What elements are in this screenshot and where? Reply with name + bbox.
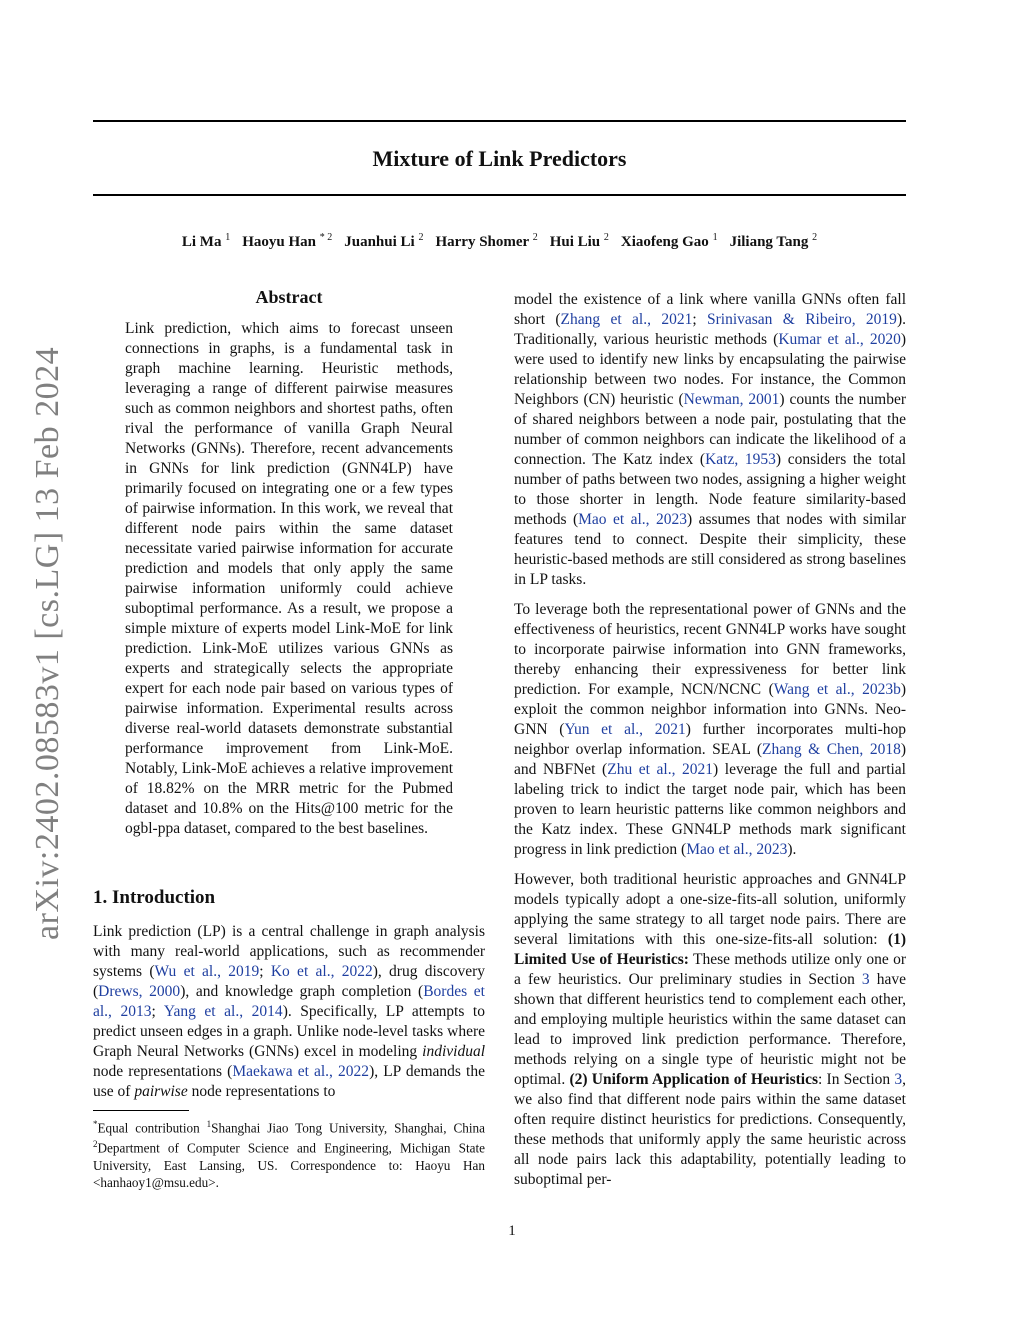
author-name: Juanhui Li $^2$ xyxy=(344,232,424,250)
author-affiliation-mark: 2 xyxy=(603,232,609,243)
author-affiliation-mark: 2 xyxy=(532,232,538,243)
citation-link[interactable]: Yun et al., 2021 xyxy=(564,721,686,738)
abstract-heading: Abstract xyxy=(255,287,323,307)
author-affiliation-mark: 2 xyxy=(418,232,424,243)
italic-term: pairwise xyxy=(134,1083,188,1100)
abstract-paragraph: Link prediction, which aims to forecast unseen connections in graphs, is a fundamental task in graph machine learning. Heuristic methods, leveraging a range of different pairwise measures such as common neighbors and shortest paths, often rival the performance of vanilla Graph Neural Networks (GNNs). Therefore, recent advancements in GNNs for link prediction (GNN4LP) have primarily focused on integrating one or a few types of pairwise information. In this work, we reveal that different node pairs within the same dataset necessitate varied pairwise information for accurate prediction and models that only apply the same pairwise information uniformly could achieve suboptimal performance. As a result, we propose a simple mixture of experts model Link-MoE for link prediction. Link-MoE utilizes various GNNs as experts and strategically selects the appropriate expert for each node pair based on various types of pairwise information. Experimental results across diverse real-world datasets demonstrate substantial performance improvement from Link-MoE. Notably, Link-MoE achieves a relative improvement of 18.82% on the MRR metric for the Pubmed dataset and 10.8% on the Hits@100 metric for the ogbl-ppa dataset, compared to the best baselines. xyxy=(125,320,453,837)
citation-link[interactable]: Zhang et al., 2021 xyxy=(560,311,693,328)
author-name: Haoyu Han $^{* 2}$ xyxy=(242,232,333,250)
author-list xyxy=(93,232,906,251)
title-top-rule xyxy=(93,120,906,122)
author-affiliation-mark: 1 xyxy=(712,232,718,243)
citation-link[interactable]: Zhu et al., 2021 xyxy=(607,761,714,778)
citation-link[interactable]: Drews, 2000 xyxy=(98,983,181,1000)
body-paragraph: model the existence of a link where vanilla GNNs often fall short (Zhang et al., 2021; Srinivasan & Ribeiro, 2019). Traditionally, various heuristic methods (Kumar et al., 2020) were used to identify new links by encapsulating the pairwise relationship between two nodes. For instance, the Common Neighbors (CN) heuristic (Newman, 2001) counts the number of shared neighbors between a node pair, postulating that the number of common neighbors can indicate the likelihood of a connection. The Katz index (Katz, 1953) considers the total number of paths between two nodes, assigning a higher weight to those shorter in length. Node feature similarity-based methods (Mao et al., 2023) assumes that nodes with similar features tend to connect. Despite their simplicity, these heuristic-based methods are still considered as strong baselines in LP tasks. xyxy=(514,291,906,588)
author-name: Harry Shomer $^2$ xyxy=(435,232,538,250)
citation-link[interactable]: Zhang & Chen, 2018 xyxy=(762,741,901,758)
footnote-mark: 2 xyxy=(93,1139,98,1150)
footnote-mark: * xyxy=(93,1119,98,1129)
citation-link[interactable]: 3 xyxy=(894,1071,903,1088)
author-affiliation-mark: * 2 xyxy=(319,232,333,243)
citation-link[interactable]: Katz, 1953 xyxy=(705,451,776,468)
author-name: Jiliang Tang $^2$ xyxy=(729,232,818,250)
citation-link[interactable]: Newman, 2001 xyxy=(683,391,780,408)
footnote-mark: 1 xyxy=(206,1119,212,1129)
citation-link[interactable]: Mao et al., 2023 xyxy=(578,511,687,528)
footnote-rule xyxy=(93,1110,189,1111)
arxiv-identifier: arXiv:2402.08583v1 [cs.LG] 13 Feb 2024 xyxy=(29,346,66,940)
author-affiliation-mark: 1 xyxy=(225,232,231,243)
citation-link[interactable]: Ko et al., 2022 xyxy=(270,963,373,980)
citation-link[interactable]: Yang et al., 2014 xyxy=(163,1003,283,1020)
bold-term: (2) Uniform Application of Heuristics xyxy=(569,1071,818,1088)
citation-link[interactable]: Bordes et al., 2013 xyxy=(93,983,485,1020)
abstract-text xyxy=(125,319,453,839)
author-name: Li Ma $^1$ xyxy=(181,232,231,250)
citation-link[interactable]: Maekawa et al., 2022 xyxy=(232,1063,370,1080)
italic-term: individual xyxy=(422,1043,485,1060)
right-column xyxy=(514,290,906,1200)
citation-link[interactable]: Mao et al., 2023 xyxy=(686,841,788,858)
page-number: 1 xyxy=(508,1223,516,1239)
body-paragraph: However, both traditional heuristic approaches and GNN4LP models typically adopt a one-size-fits-all solution, uniformly applying the same strategy to all target node pairs. There are several limitations with this one-size-fits-all solution: (1) Limited Use of Heuristics: These methods utilize only one or a few heuristics. Our preliminary studies in Section 3 have shown that different heuristics tend to complement each other, and employing multiple heuristics within the same dataset can lead to improved link prediction performance. Therefore, methods relying on a single type of heuristic might not be optimal. (2) Uniform Application of Heuristics: In Section 3, we also find that different node pairs within the same dataset often require distinct heuristics for predictions. Consequently, these methods that uniformly apply the same heuristic across all node pairs lack this adaptability, potentially leading to suboptimal per- xyxy=(514,871,907,1188)
bold-term: (1) Limited Use of Heuristics: xyxy=(514,931,906,968)
author-name: Xiaofeng Gao $^1$ xyxy=(620,232,718,250)
author-name: Hui Liu $^2$ xyxy=(549,232,609,250)
citation-link[interactable]: Wang et al., 2023b xyxy=(773,681,901,698)
citation-link[interactable]: Kumar et al., 2020 xyxy=(778,331,901,348)
author-affiliation-mark: 2 xyxy=(812,232,818,243)
page-title: Mixture of Link Predictors xyxy=(372,146,627,171)
intro-column xyxy=(93,922,485,1102)
citation-link[interactable]: Srinivasan & Ribeiro, 2019 xyxy=(707,311,897,328)
body-paragraph: To leverage both the representational power of GNNs and the effectiveness of heuristics, recent GNN4LP works have sought to incorporate pairwise information into GNN frameworks, thereby enhancing their expressiveness for better link prediction. For example, NCN/NCNC (Wang et al., 2023b) exploit the common neighbor information into GNNs. Neo-GNN (Yun et al., 2021) further incorporates multi-hop neighbor overlap information. SEAL (Zhang & Chen, 2018) and NBFNet (Zhu et al., 2021) leverage the full and partial labeling trick to indict the target node pair, which has been proven to learn heuristic patterns like common neighbors and the Katz index. These GNN4LP methods mark significant progress in link prediction (Mao et al., 2023). xyxy=(514,601,906,858)
section-heading-introduction: 1. Introduction xyxy=(93,887,216,908)
footnote: *Equal contribution $^1$Shanghai Jiao Tong University, Shanghai, China $^2$Department of Computer Science and Engineering, Michigan State University, East Lansing, US. Correspondence to: Haoyu Han <hanhaoy1@msu.edu>. xyxy=(93,1119,485,1190)
citation-link[interactable]: 3 xyxy=(861,971,870,988)
citation-link[interactable]: Wu et al., 2019 xyxy=(154,963,260,980)
intro-paragraph: Link prediction (LP) is a central challenge in graph analysis with many real-world applications, such as recommender systems (Wu et al., 2019; Ko et al., 2022), drug discovery (Drews, 2000), and knowledge graph completion (Bordes et al., 2013; Yang et al., 2014). Specifically, LP attempts to predict unseen edges in a graph. Unlike node-level tasks where Graph Neural Networks (GNNs) excel in modeling individual node representations (Maekawa et al., 2022), LP demands the use of pairwise node representations to xyxy=(93,923,486,1100)
title-bottom-rule xyxy=(93,194,906,196)
